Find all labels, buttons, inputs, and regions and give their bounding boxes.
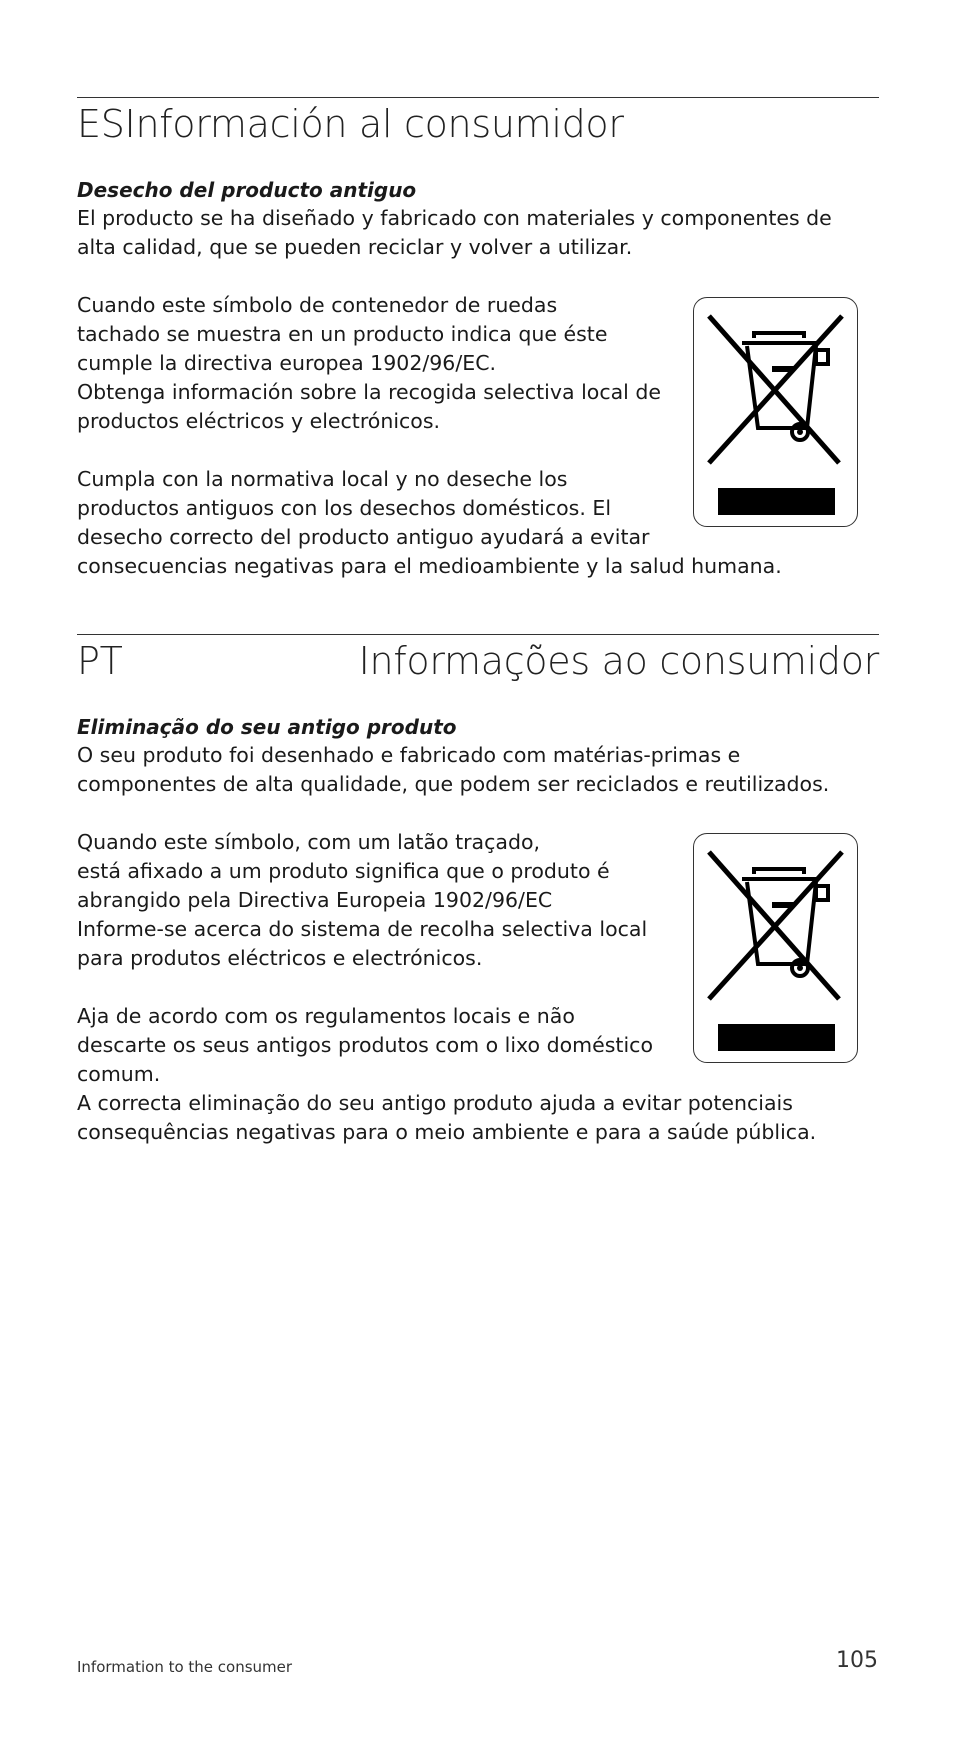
footer-label: Information to the consumer xyxy=(77,1658,293,1676)
weee-symbol-box-pt xyxy=(693,833,858,1063)
es-subheading: Desecho del producto antiguo xyxy=(77,178,417,202)
pt-language-code: PT xyxy=(77,639,123,683)
page-number: 105 xyxy=(836,1648,878,1673)
es-heading xyxy=(77,101,879,147)
pt-paragraph-2: Quando este símbolo, com um latão traçado, está afixado a um produto significa que o produto é abrangido pela Directiva Europeia 1902/96/EC Informe-se acerca do sistema de recolha selectiva local para produtos eléctricos e electrónicos. xyxy=(77,830,648,970)
crossed-out-wheelie-bin-icon xyxy=(694,834,859,1064)
es-paragraph-1: El producto se ha diseñado y fabricado con materiales y componentes de alta calidad, que se pueden reciclar y volver a utilizar. xyxy=(77,206,832,259)
weee-symbol-box-es xyxy=(693,297,858,527)
pt-heading xyxy=(77,638,879,684)
pt-subheading: Eliminação do seu antigo produto xyxy=(77,715,457,739)
es-top-rule xyxy=(77,97,879,98)
es-language-code: ES xyxy=(77,102,125,146)
es-title: Información al consumidor xyxy=(124,102,624,146)
pt-top-rule xyxy=(77,634,879,635)
crossed-out-wheelie-bin-icon xyxy=(694,298,859,528)
pt-paragraph-1: O seu produto foi desenhado e fabricado com matérias-primas e componentes de alta qualidade, que podem ser reciclados e reutilizados. xyxy=(77,743,830,796)
pt-paragraph-3: Aja de acordo com os regulamentos locais e não descarte os seus antigos produtos com o lixo doméstico comum. A correcta eliminação do seu antigo produto ajuda a evitar potenciais consequências negativas para o meio ambiente e para a saúde pública. xyxy=(77,1004,817,1144)
pt-title: Informações ao consumidor xyxy=(358,639,879,683)
es-paragraph-2: Cuando este símbolo de contenedor de ruedas tachado se muestra en un producto indica que éste cumple la directiva europea 1902/96/EC. Obtenga información sobre la recogida selectiva local de productos eléctricos y electrónicos. xyxy=(77,293,661,433)
es-paragraph-3: Cumpla con la normativa local y no deseche los productos antiguos con los desechos domésticos. El desecho correcto del producto antiguo ayudará a evitar consecuencias negativas para el medioambiente y la salud humana. xyxy=(77,467,782,578)
